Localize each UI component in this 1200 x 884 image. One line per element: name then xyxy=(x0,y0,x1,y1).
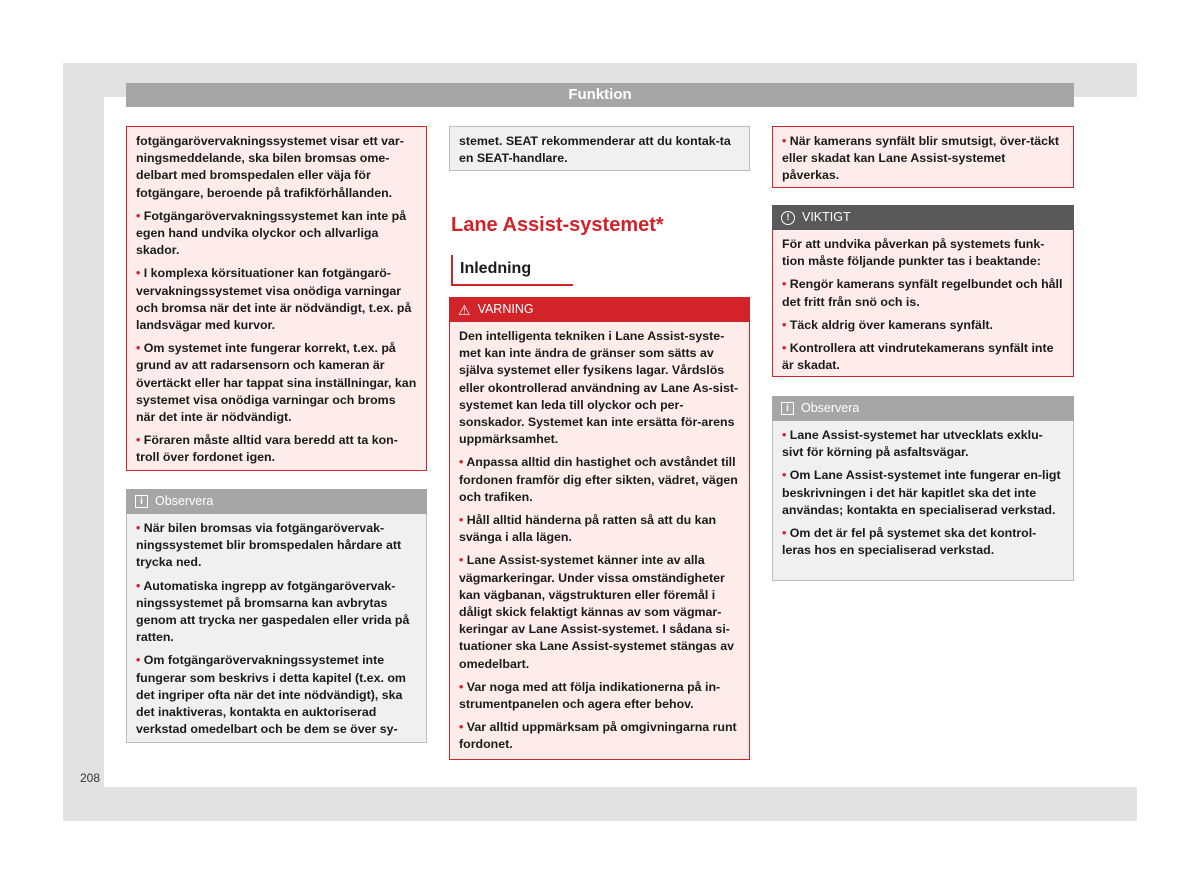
sub-title xyxy=(451,255,750,286)
paragraph: stemet. SEAT rekommenderar att du kontak-ta en SEAT-handlare. xyxy=(459,134,731,166)
column-3 xyxy=(772,126,1074,581)
note-label: Observera xyxy=(801,400,860,415)
chapter-header: Funktion xyxy=(126,83,1074,107)
important-label: VIKTIGT xyxy=(802,209,851,224)
column-2-top xyxy=(449,126,750,171)
bullet-marker: • xyxy=(136,433,141,448)
note-body xyxy=(772,421,1074,581)
bullet-item: • Var alltid uppmärksam på omgivningarna runt fordonet. xyxy=(459,720,737,752)
warning-triangle-icon: ⚠ xyxy=(458,301,471,318)
info-icon: i xyxy=(135,495,148,508)
bullet-marker: • xyxy=(136,521,141,535)
info-icon: i xyxy=(781,402,794,415)
bullet-item: • Lane Assist-systemet känner inte av alla vägmarkeringar. Under vissa omständigheter kan vägbanan, vägstrukturen eller föremål i dåligt skick felaktigt kännas av som vägmar-keringar av Lane Assist-systemet. I sådana si-tuationer ska Lane Assist-systemet stängas av omedelbart. xyxy=(459,553,735,671)
warning-box xyxy=(449,297,750,760)
paragraph: Den intelligenta tekniken i Lane Assist-syste-met kan inte ändra de gränser som sätts av själva systemet eller fysikens lagar. Vårdslös eller okontrollerad användning av Lane As-sist-systemet kan leda till olyckor och per-sonskador. Systemet kan inte ersätta för-arens uppmärksamhet. xyxy=(459,329,739,447)
bullet-item: • Var noga med att följa indikationerna på in-strumentpanelen och agera efter behov. xyxy=(459,679,721,712)
bullet-marker: • xyxy=(782,526,787,541)
exclamation-circle-icon: ! xyxy=(781,211,795,225)
note-box xyxy=(126,489,427,743)
bullet-marker: • xyxy=(782,341,787,356)
important-body xyxy=(772,230,1074,377)
bullet-marker: • xyxy=(782,468,787,483)
bullet-marker: • xyxy=(136,578,141,593)
bullet-item: • När kamerans synfält blir smutsigt, över-täckt eller skadat kan Lane Assist-systemet påverkas. xyxy=(782,134,1060,183)
warning-label: VARNING xyxy=(477,301,534,316)
bullet-item: • Om Lane Assist-systemet inte fungerar en-ligt beskrivningen i det här kapitlet ska det inte användas; kontakta en specialiserad verkstad. xyxy=(782,468,1061,517)
bullet-marker: • xyxy=(459,455,464,470)
note-box xyxy=(772,396,1074,581)
bullet-marker: • xyxy=(459,720,464,735)
paragraph: För att undvika påverkan på systemets funk-tion måste följande punkter tas i beaktande: xyxy=(782,237,1045,269)
note-header xyxy=(772,396,1074,421)
bullet-marker: • xyxy=(136,266,141,281)
bullet-item: • Håll alltid händerna på ratten så att du kan svänga i alla lägen. xyxy=(459,513,717,545)
note-continuation-box xyxy=(449,126,750,171)
bullet-item: • När bilen bromsas via fotgängarövervak-ningssystemet blir bromspedalen hårdare att trycka ned. xyxy=(136,521,402,570)
bullet-marker: • xyxy=(136,341,141,356)
page-number: 208 xyxy=(80,771,101,785)
bullet-marker: • xyxy=(459,679,464,694)
bullet-item: • Föraren måste alltid vara beredd att ta kon-troll över fordonet igen. xyxy=(136,433,398,465)
section-title: Lane Assist-systemet* xyxy=(451,214,664,236)
warning-body xyxy=(449,322,750,760)
bullet-item: • Rengör kamerans synfält regelbundet och håll det fritt från snö och is. xyxy=(782,277,1063,309)
note-header xyxy=(126,489,427,514)
bullet-item: • Fotgängarövervakningssystemet kan inte på egen hand undvika olyckor och allvarliga skador. xyxy=(136,208,407,258)
important-header xyxy=(772,205,1074,230)
column-2-warning xyxy=(449,297,750,760)
bullet-item: • Om systemet inte fungerar korrekt, t.ex. på grund av att radarsensorn och kameran är övertäckt eller har tappat sina inställningar, kan systemet visa onödiga varningar och broms när det inte är nödvändigt. xyxy=(136,341,417,425)
important-box xyxy=(772,205,1074,377)
paragraph: fotgängarövervakningssystemet visar ett var-ningsmeddelande, ska bilen bromsas ome-delbart med bromspedalen eller väja för fotgängare, beroende på trafikförhållanden. xyxy=(136,134,404,200)
bullet-marker: • xyxy=(782,277,787,292)
sub-title-text: Inledning xyxy=(460,260,532,277)
bullet-marker: • xyxy=(782,317,787,332)
bullet-marker: • xyxy=(459,513,464,528)
bullet-marker: • xyxy=(136,208,141,223)
bullet-marker: • xyxy=(459,553,464,568)
bullet-marker: • xyxy=(782,134,787,148)
bullet-item: • Automatiska ingrepp av fotgängarövervak-ningssystemet på bromsarna kan avbrytas genom att trycka ner gaspedalen eller vrida på ratten. xyxy=(136,578,410,645)
bullet-item: • Lane Assist-systemet har utvecklats exklu-sivt för körning på asfaltsvägar. xyxy=(782,428,1043,460)
bullet-item: • Anpassa alltid din hastighet och avståndet till fordonen framför dig efter sikten, vädret, vägen och trafiken. xyxy=(459,455,738,504)
note-label: Observera xyxy=(155,493,214,508)
warning-header xyxy=(449,297,750,322)
note-body xyxy=(126,514,427,743)
bullet-marker: • xyxy=(136,653,141,668)
column-1 xyxy=(126,126,427,743)
bullet-item: • Om det är fel på systemet ska det kontrol-leras hos en specialiserad verkstad. xyxy=(782,526,1037,558)
bullet-marker: • xyxy=(782,428,787,442)
bullet-item: • Om fotgängarövervakningssystemet inte fungerar som beskrivs i detta kapitel (t.ex. om det ingriper ofta när det inte nödvändigt), ska det inaktiveras, kontakta en auktoriserad verkstad omedelbart och be dem se över sy- xyxy=(136,653,406,737)
bullet-item: • Kontrollera att vindrutekamerans synfält inte är skadat. xyxy=(782,341,1054,373)
bullet-item: • I komplexa körsituationer kan fotgängarö-vervakningssystemet visa onödiga varningar och bromsa när det inte är nödvändigt, t.ex. på landsvägar med kurvor. xyxy=(136,266,412,333)
warning-continuation-box xyxy=(772,126,1074,188)
warning-continuation-box xyxy=(126,126,427,471)
bullet-item: • Täck aldrig över kamerans synfält. xyxy=(782,317,993,332)
